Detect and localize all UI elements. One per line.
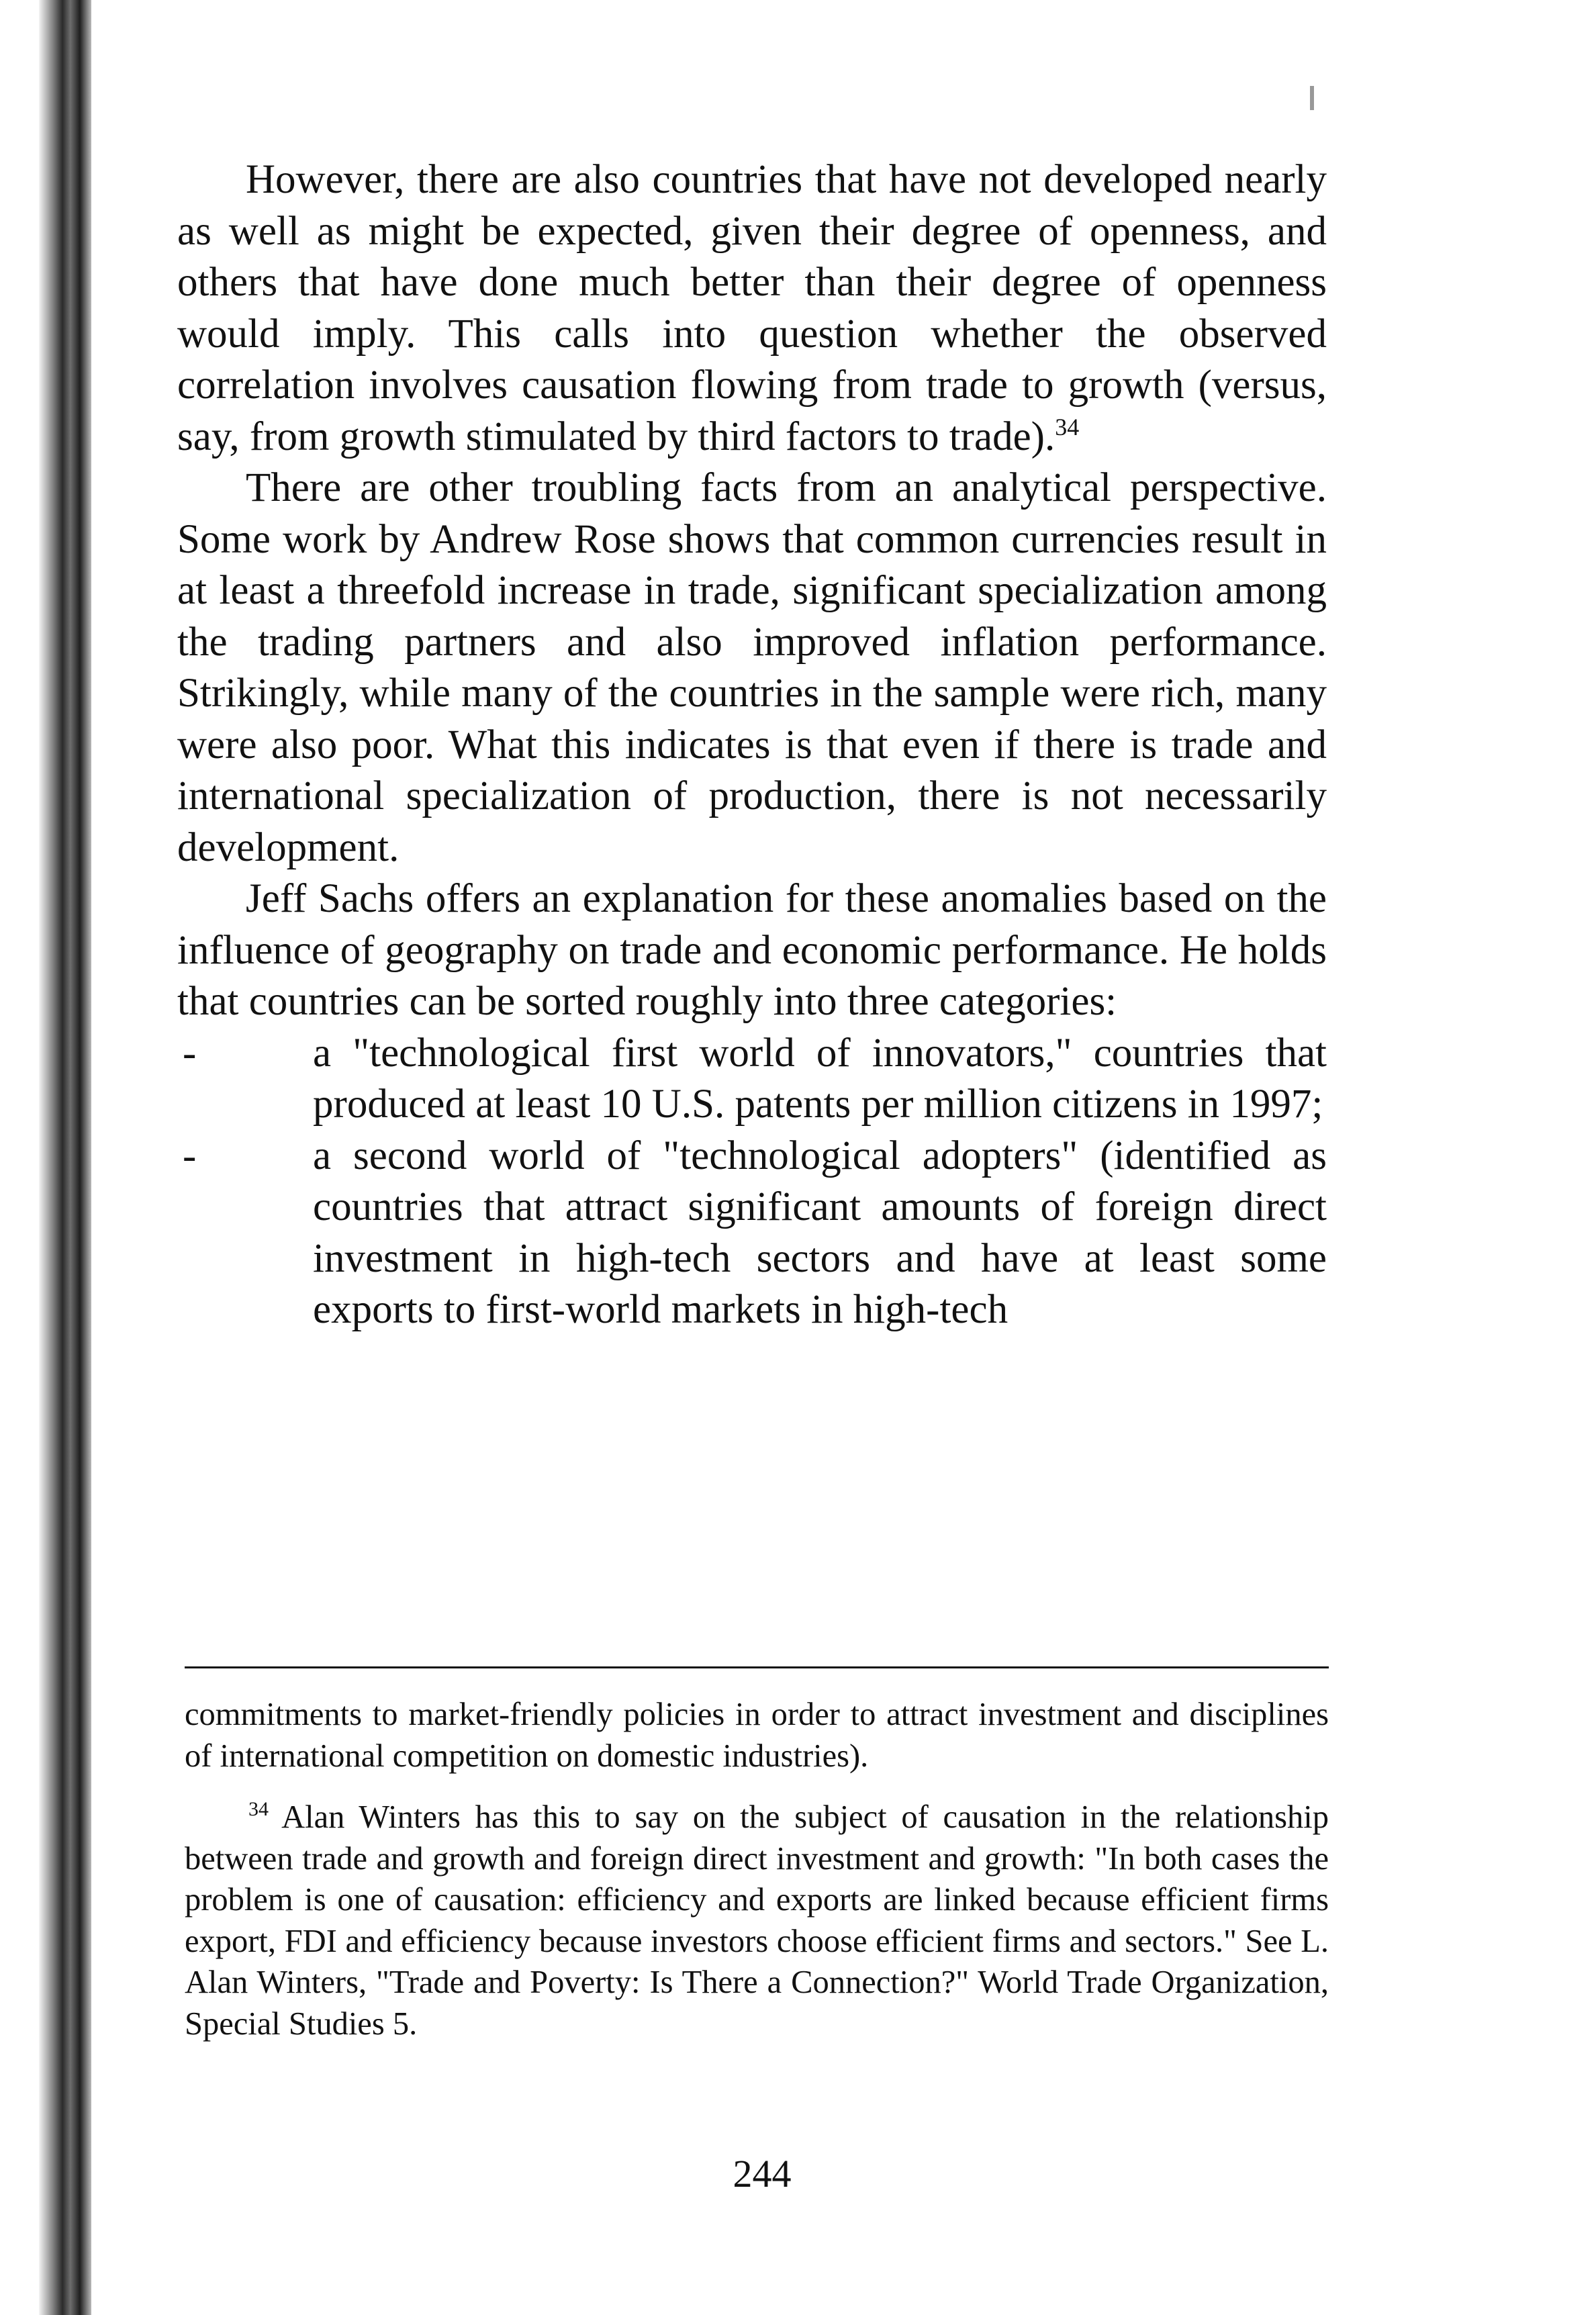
footnote-reference-34[interactable]: 34 — [1055, 413, 1080, 440]
footnote-continuation: commitments to market-friendly policies in order to attract investment and disciplines of international competition on domestic industries). — [185, 1697, 1329, 1774]
footnote-34-text: Alan Winters has this to say on the subject of causation in the relationship between trade and growth and foreign direct investment and growth: "In both cases the problem is one of causation: efficiency and exports are linked because efficient firms export, FDI and efficiency because investors choose efficient firms and sectors." See L. Alan Winters, "Trade and Poverty: Is There a Connection?" World Trade Organization, Special Studies 5. — [185, 1799, 1329, 2042]
footnote-separator — [185, 1666, 1329, 1668]
paragraph-openness-text: However, there are also countries that have not developed nearly as well as might be expected, given their degree of openness, and others that have done much better than their degree of openness would imply. This calls into question whether the observed correlation involves causation flowing from trade to growth (versus, say, from growth stimulated by third factors to trade). — [177, 157, 1327, 459]
paragraph-jeff-sachs: Jeff Sachs offers an explanation for these anomalies based on the influence of geography on trade and economic performance. He holds that countries can be sorted roughly into three categories: — [177, 876, 1327, 1024]
bullet-dash: - — [183, 1030, 197, 1076]
page-number: 244 — [733, 2152, 792, 2195]
list-item-text: a "technological first world of innovators," countries that produced at least 10 U.S. patents per million citizens in 1997; — [313, 1030, 1327, 1127]
main-text — [177, 154, 1327, 1336]
footnote-34 — [185, 1797, 1329, 2044]
paragraph-troubling-facts: There are other troubling facts from an analytical perspective. Some work by Andrew Rose shows that common currencies result in at least a threefold increase in trade, significant specialization among the trading partners and also improved inflation performance. Strikingly, while many of the countries in the sample were rich, many were also poor. What this indicates is that even if there is trade and international specialization of production, there is not necessarily development. — [177, 465, 1327, 870]
book-binding-edge — [39, 0, 91, 2315]
footnote-marker: 34 — [248, 1798, 269, 1820]
scan-speck — [1310, 86, 1314, 110]
footnotes — [185, 1694, 1329, 2044]
list-item — [177, 1131, 1327, 1336]
list-item-text: a second world of "technological adopters" (identified as countries that attract significant amounts of foreign direct investment in high-tech sectors and have at least some exports to first-world markets in high-tech — [313, 1133, 1327, 1332]
list-item — [177, 1028, 1327, 1131]
paragraph-openness — [177, 154, 1327, 463]
bullet-dash: - — [183, 1133, 197, 1178]
category-list — [177, 1028, 1327, 1336]
